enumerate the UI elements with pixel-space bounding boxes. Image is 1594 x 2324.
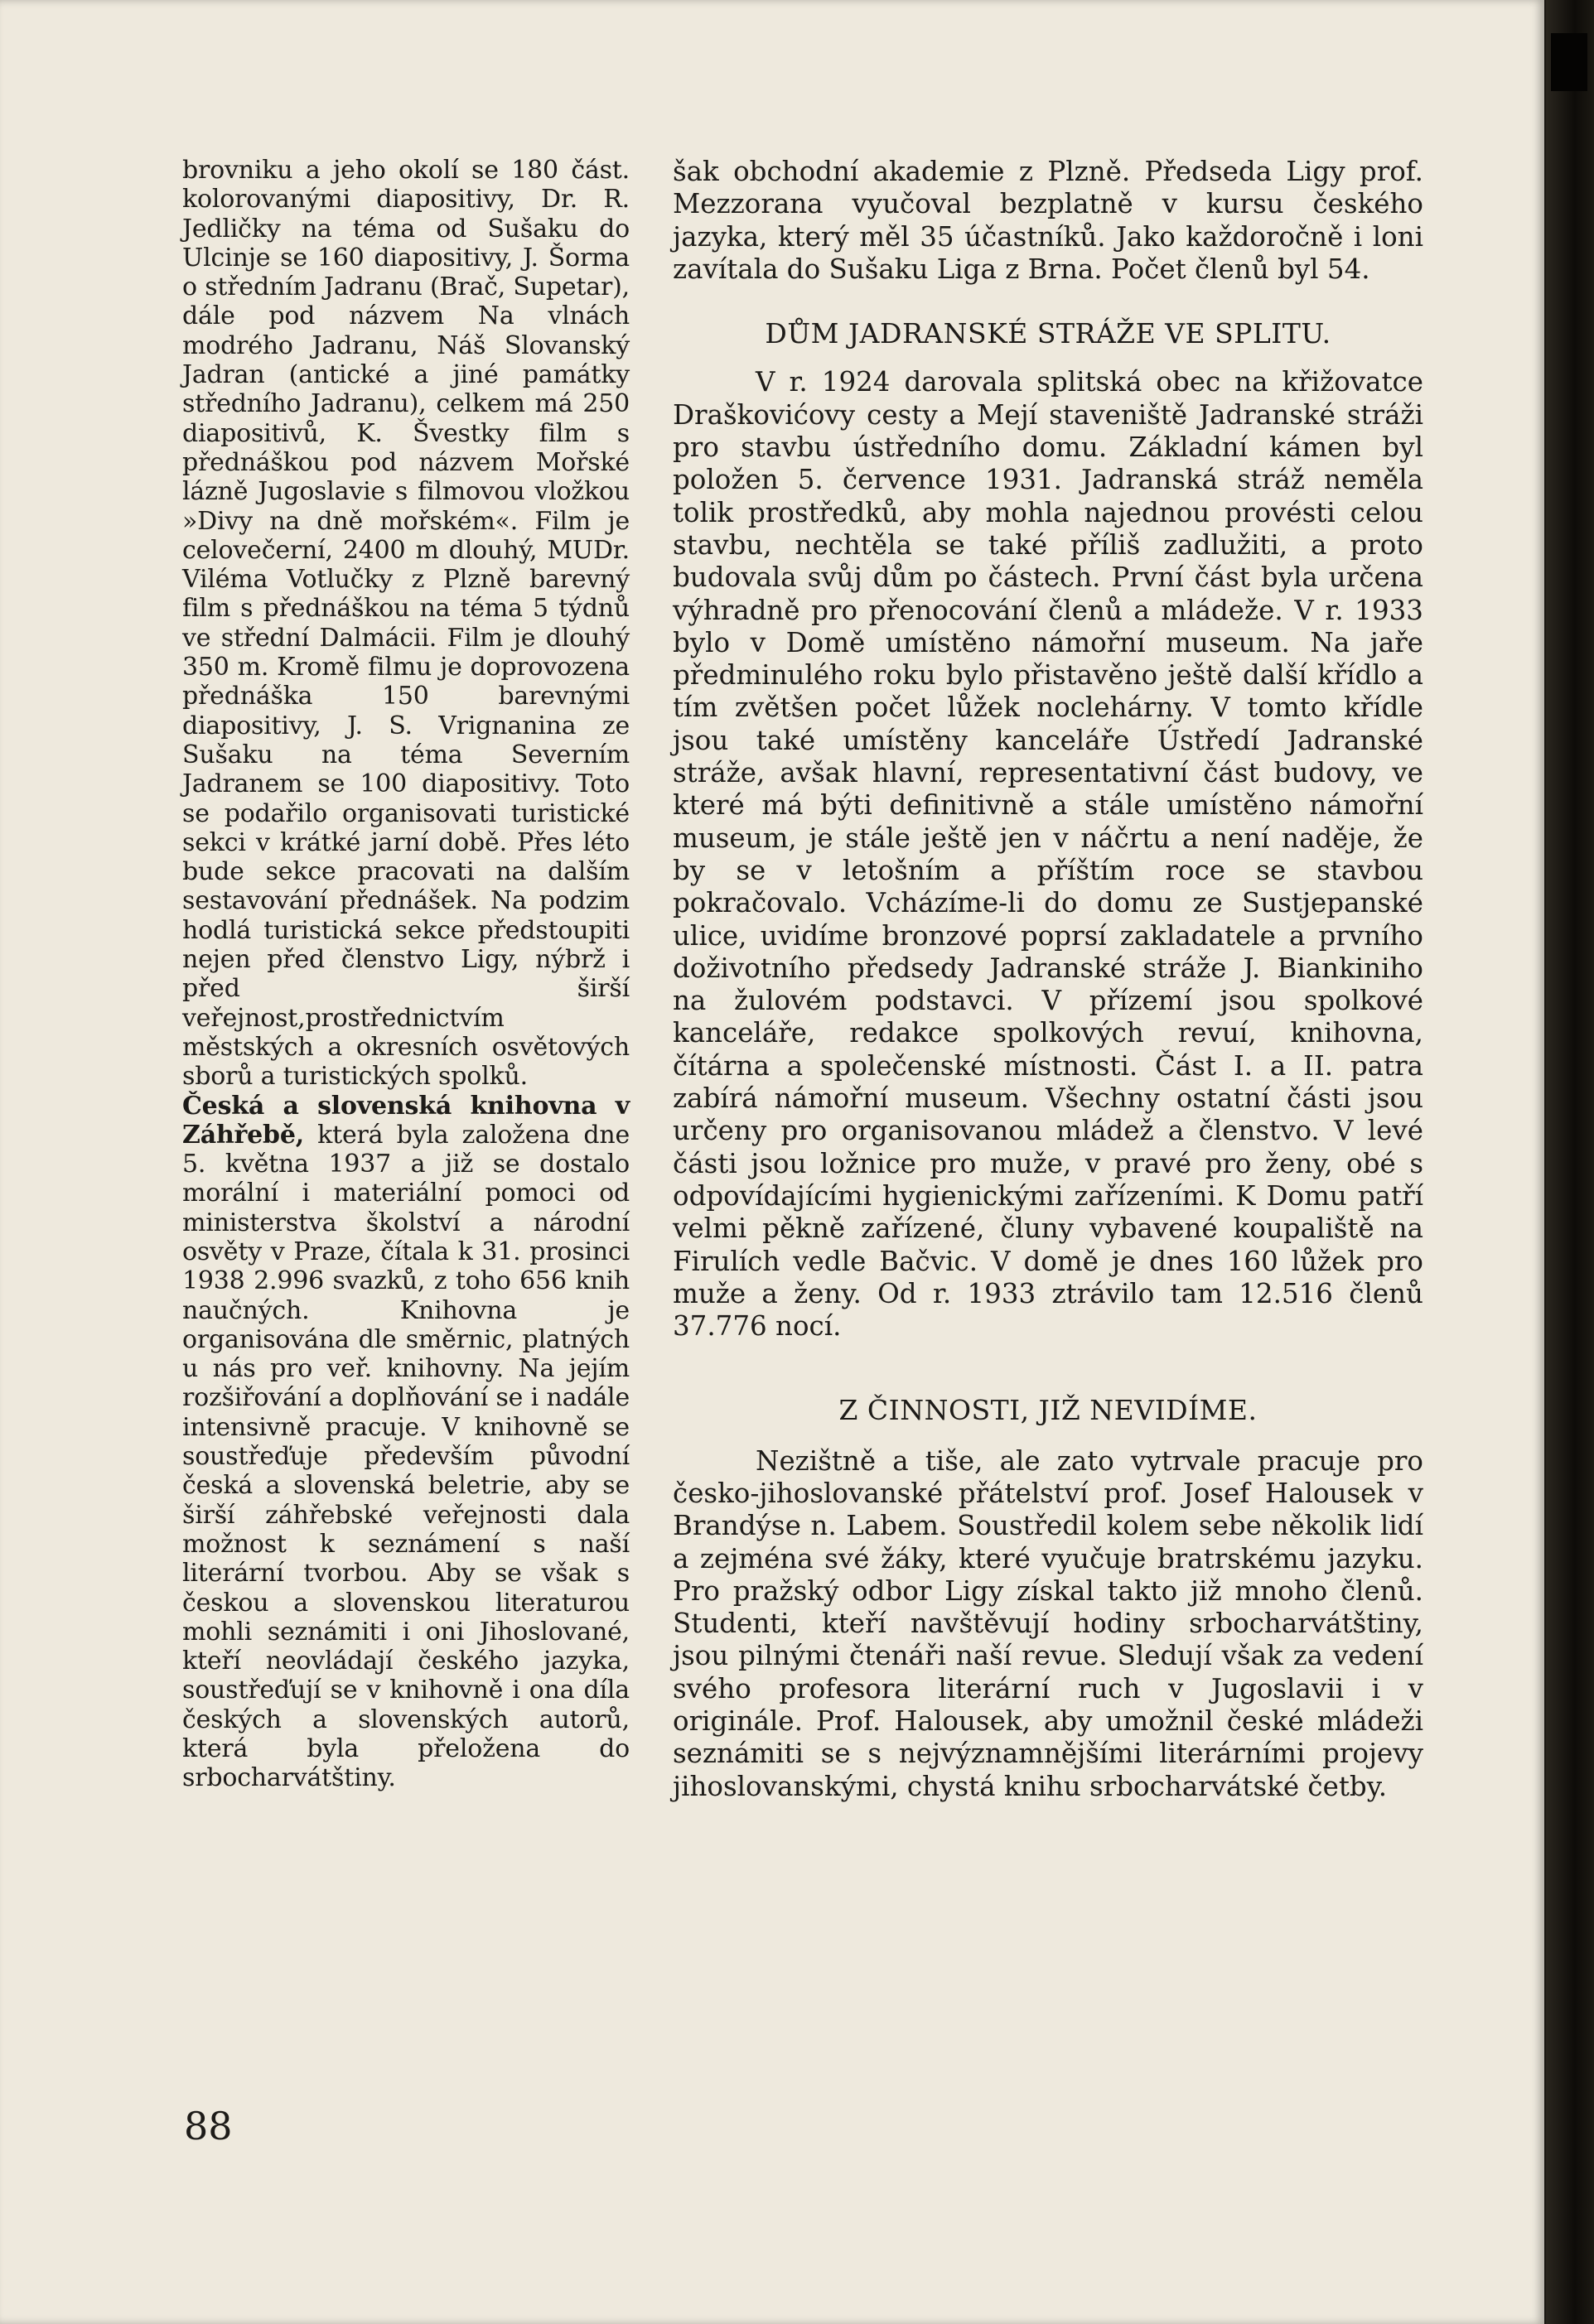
left-paragraph-turistika: brovniku a jeho okolí se 180 část. kolorovanými diapositivy, Dr. R. Jedličky na téma od Sušaku do Ulcinje se 160 diapositivy, J. Šorma o středním Jadranu (Brač, Supetar), dále pod názvem Na vlnách modrého Jadranu, Náš Slovanský Jadran (antické a jiné památky středního Jadranu), celkem má 250 diapositivů, K. Švestky film s přednáškou pod názvem Mořské lázně Jugoslavie s filmovou vložkou »Divy na dně mořském«. Film je celovečerní, 2400 m dlouhý, MUDr. Viléma Votlučky z Plzně barevný film s přednáškou na téma 5 týdnů ve střední Dalmácii. Film je dlouhý 350 m. Kromě filmu je doprovozena přednáška 150 barevnými diapositivy, J. S. Vrignanina ze Sušaku na téma Severním Jadranem se 100 diapositivy. Toto se podařilo organisovati turistické sekci v krátké jarní době. Přes léto bude sekce pracovati na dalším sestavování přednášek. Na podzim hodlá turistická sekce předstoupiti nejen před členstvo Ligy, nýbrž i před širší veřejnost,prostřednictvím městských a okresních osvětových sborů a turistických spolků.	[182, 156, 630, 1092]
left-column	[182, 156, 630, 1793]
right-paragraph-plzen: šak obchodní akademie z Plzně. Předseda Ligy prof. Mezzorana vyučoval bezplatně v kursu českého jazyka, který měl 35 účastníků. Jako každoročně i loni zavítala do Sušaku Liga z Brna. Počet členů byl 54.	[673, 156, 1423, 285]
knihovna-lead: Česká a slovenská knihovna v Záhřebě,	[182, 1091, 630, 1150]
left-paragraph-knihovna	[182, 1092, 630, 1793]
right-paragraph-halousek: Nezištně a tiše, ale zato vytrvale pracuje pro česko-jihoslovanské přátelství prof. Josef Halousek v Brandýse n. Labem. Soustředil kolem sebe několik lidí a zejména své žáky, které vyučuje bratrskému jazyku. Pro pražský odbor Ligy získal takto již mnoho členů. Studenti, kteří navštěvují hodiny srbocharvátštiny, jsou pilnými čtenáři naší revue. Sledují však za vedení svého profesora literární ruch v Jugoslavii i v originále. Prof. Halousek, aby umožnil české mládeži seznámiti se s nejvýznamnějšími literárními projevy jihoslovanskými, chystá knihu srbocharvátské četby.	[673, 1444, 1423, 1802]
scan-edge	[1546, 0, 1594, 2324]
scan-edge-mark	[1551, 33, 1587, 91]
knihovna-text: která byla založena dne 5. května 1937 a již se dostalo morální i materiální pomoci od ministerstva školství a národní osvěty v Praze, čítala k 31. prosinci 1938 2.996 svazků, z toho 656 knih naučných. Knihovna je organisována dle směrnic, platných u nás pro veř. knihovny. Na jejím rozšiřování a doplňování se i nadále intensivně pracuje. V knihovně se soustřeďuje především původní česká a slovenská beletrie, aby se širší záhřebské veřejnosti dala možnost k seznámení s naší literární tvorbou. Aby se však s českou a slovenskou literaturou mohli seznámiti i oni Jihoslované, kteří neovládají českého jazyka, soustřeďují se v knihovně i ona díla českých a slovenských autorů, která byla přeložena do srbocharvátštiny.	[182, 1120, 630, 1793]
section-heading-cinnost: Z ČINNOSTI, JIŽ NEVIDÍME.	[838, 1394, 1258, 1427]
right-paragraph-dum: V r. 1924 darovala splitská obec na křižovatce Draškovićovy cesty a Mejí staveniště Jadranské stráži pro stavbu ústředního domu. Základní kámen byl položen 5. července 1931. Jadranská stráž neměla tolik prostředků, aby mohla najednou provésti celou stavbu, nechtěla se také příliš zadlužiti, a proto budovala svůj dům po částech. První část byla určena výhradně pro přenocování členů a mládeže. V r. 1933 bylo v Domě umístěno námořní museum. Na jaře předminulého roku bylo přistavěno ještě další křídlo a tím zvětšen počet lůžek noclehárny. V tomto křídle jsou také umístěny kanceláře Ústředí Jadranské stráže, avšak hlavní, representativní část budovy, ve které má býti definitivně a stále umístěno námořní museum, je stále ještě jen v náčrtu a není naděje, že by se v letošním a příštím roce se stavbou pokračovalo. Vcházíme-li do domu ze Sustjepanské ulice, uvidíme bronzové poprsí zakladatele a prvního doživotního předsedy Jadranské stráže J. Biankiniho na žulovém podstavci. V přízemí jsou spolkové kanceláře, redakce spolkových revuí, knihovna, čítárna a společenské místnosti. Část I. a II. patra zabírá námořní museum. Všechny ostatní části jsou určeny pro organisovanou mládež a členstvo. V levé části jsou ložnice pro muže, v pravé pro ženy, obé s odpovídajícími hygienickými zařízeními. K Domu patří velmi pěkně zařízené, čluny vybavené koupaliště na Firulích vedle Bačvic. V domě je dnes 160 lůžek pro muže a ženy. Od r. 1933 ztrávilo tam 12.516 členů 37.776 nocí.	[673, 366, 1423, 1343]
right-column	[673, 156, 1423, 1803]
section-heading-dum: DŮM JADRANSKÉ STRÁŽE VE SPLITU.	[765, 317, 1331, 350]
page-number: 88	[184, 2104, 233, 2148]
